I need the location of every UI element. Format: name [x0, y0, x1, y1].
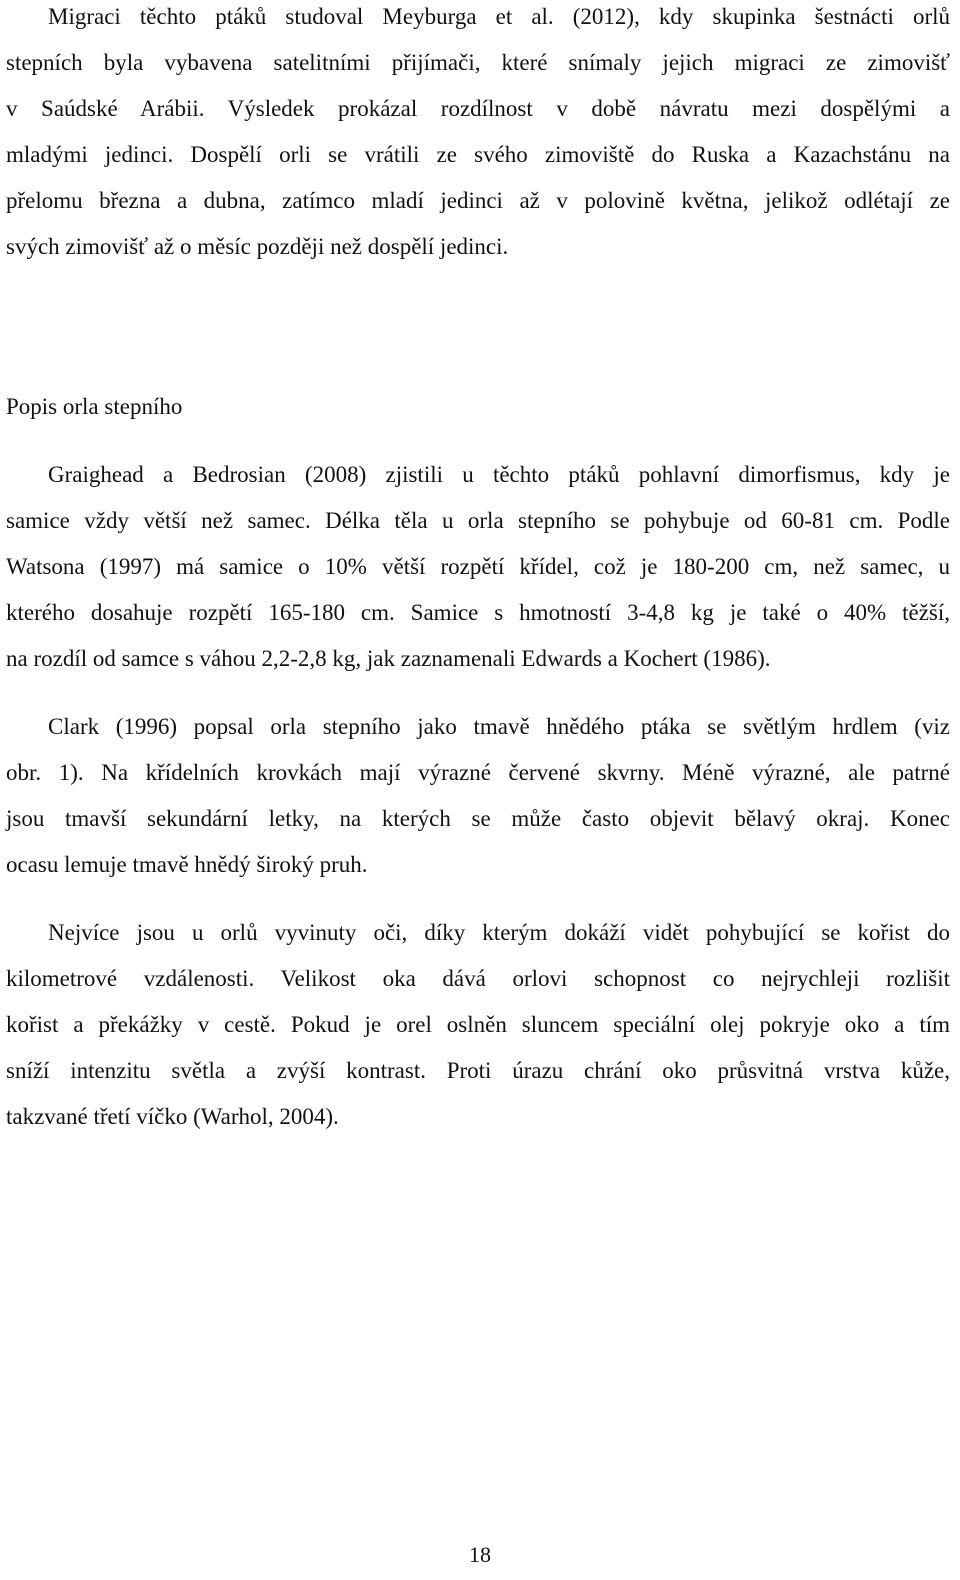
paragraph-eyes	[6, 916, 950, 1146]
text-line: kterého dosahuje rozpětí 165-180 cm. Samice s hmotností 3-4,8 kg je také o 40% těžší,	[6, 600, 950, 625]
text-line: stepních byla vybavena satelitními přijímači, které snímaly jejich migraci ze zimovišť	[6, 50, 950, 75]
document-page	[6, 0, 950, 1146]
paragraph-coloration	[6, 710, 950, 894]
text-line: ocasu lemuje tmavě hnědý široký pruh.	[6, 852, 368, 877]
section-heading: Popis orla stepního	[6, 394, 183, 419]
text-line: mladými jedinci. Dospělí orli se vrátili ze svého zimoviště do Ruska a Kazachstánu na	[6, 142, 950, 167]
text-line: svých zimovišť až o měsíc později než dospělí jedinci.	[6, 234, 509, 259]
paragraph-migration	[6, 0, 950, 276]
text-line: jsou tmavší sekundární letky, na kterých se může často objevit bělavý okraj. Konec	[6, 806, 950, 831]
text-line: na rozdíl od samce s váhou 2,2-2,8 kg, jak zaznamenali Edwards a Kochert (1986).	[6, 646, 771, 671]
text-line: v Saúdské Arábii. Výsledek prokázal rozdílnost v době návratu mezi dospělými a	[6, 96, 950, 121]
page-number: 18	[469, 1542, 491, 1567]
text-line: kořist a překážky v cestě. Pokud je orel oslněn sluncem speciální olej pokryje oko a tím	[6, 1012, 950, 1037]
text-line: přelomu března a dubna, zatímco mladí jedinci až v polovině května, jelikož odlétají ze	[6, 188, 950, 213]
text-line: sníží intenzitu světla a zvýší kontrast. Proti úrazu chrání oko průsvitná vrstva kůže,	[6, 1058, 950, 1083]
text-line: kilometrové vzdálenosti. Velikost oka dává orlovi schopnost co nejrychleji rozlišit	[6, 966, 950, 991]
text-line: Watsona (1997) má samice o 10% větší rozpětí křídel, což je 180-200 cm, než samec, u	[6, 554, 950, 579]
text-line: Migraci těchto ptáků studoval Meyburga et al. (2012), kdy skupinka šestnácti orlů	[48, 4, 950, 29]
paragraph-dimorphism	[6, 458, 950, 688]
text-line: Graighead a Bedrosian (2008) zjistili u těchto ptáků pohlavní dimorfismus, kdy je	[48, 462, 950, 487]
text-line: takzvané třetí víčko (Warhol, 2004).	[6, 1104, 339, 1129]
text-line: samice vždy větší než samec. Délka těla u orla stepního se pohybuje od 60-81 cm. Podle	[6, 508, 950, 533]
text-line: Nejvíce jsou u orlů vyvinuty oči, díky kterým dokáží vidět pohybující se kořist do	[48, 920, 950, 945]
text-line: obr. 1). Na křídelních krovkách mají výrazné červené skvrny. Méně výrazné, ale patrné	[6, 760, 950, 785]
text-line: Clark (1996) popsal orla stepního jako tmavě hnědého ptáka se světlým hrdlem (viz	[48, 714, 950, 739]
